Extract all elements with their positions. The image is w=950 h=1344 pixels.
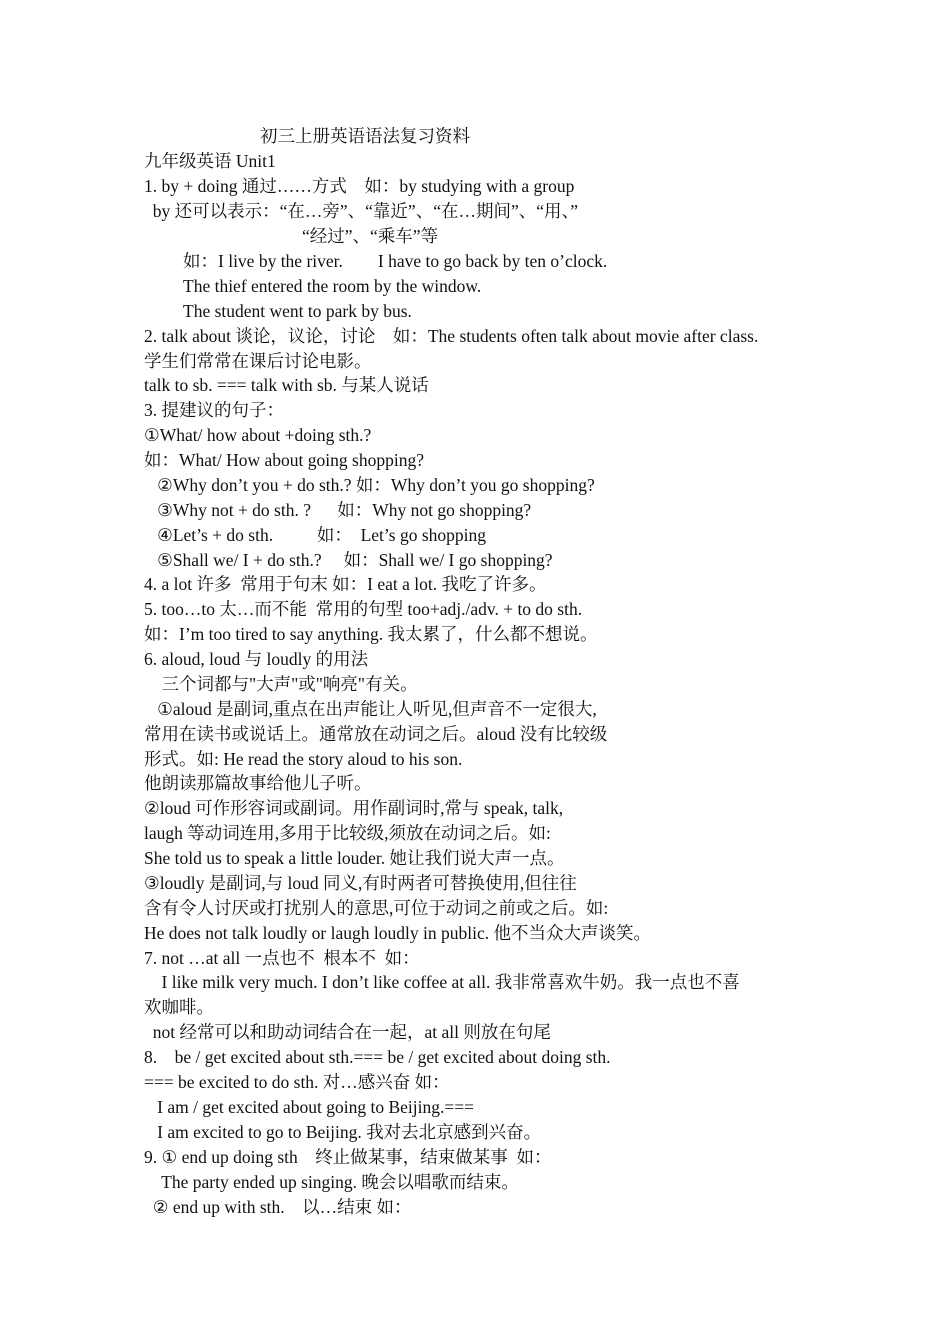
text-line: laugh 等动词连用,多用于比较级,须放在动词之后。如: — [144, 823, 551, 843]
text-line: I am / get excited about going to Beijing.=== — [144, 1097, 474, 1117]
text-line: 形式。如: He read the story aloud to his son. — [144, 749, 463, 769]
page-title: 初三上册英语语法复习资料 — [260, 126, 470, 146]
text-line: 如：I’m too tired to say anything. 我太累了，什么都不想说。 — [144, 624, 598, 644]
text-line: 三个词都与"大声"或"响亮"有关。 — [144, 674, 418, 694]
text-line: I like milk very much. I don’t like coffee at all. 我非常喜欢牛奶。我一点也不喜 — [144, 972, 740, 992]
text-line: 如：What/ How about going shopping? — [144, 450, 424, 470]
text-line: 2. talk about 谈论，议论，讨论 如：The students often talk about movie after class. — [144, 326, 759, 346]
text-line: 3. 提建议的句子： — [144, 400, 284, 420]
text-line: 常用在读书或说话上。通常放在动词之后。aloud 没有比较级 — [144, 724, 608, 744]
unit-heading: 九年级英语 Unit1 — [144, 151, 276, 171]
text-line: 他朗读那篇故事给他儿子听。 — [144, 773, 372, 793]
text-line: not 经常可以和助动词结合在一起，at all 则放在句尾 — [144, 1022, 551, 1042]
text-line: by 还可以表示：“在…旁”、“靠近”、“在…期间”、“用、” — [144, 201, 579, 221]
text-line: 9. ① end up doing sth 终止做某事，结束做某事 如： — [144, 1147, 552, 1167]
text-line: I am excited to go to Beijing. 我对去北京感到兴奋。 — [144, 1122, 542, 1142]
text-line: 7. not …at all 一点也不 根本不 如： — [144, 948, 420, 968]
text-line: The party ended up singing. 晚会以唱歌而结束。 — [144, 1172, 519, 1192]
text-line: ⑤Shall we/ I + do sth.? 如：Shall we/ I go shopping? — [144, 550, 553, 570]
text-line: ①aloud 是副词,重点在出声能让人听见,但声音不一定很大, — [144, 699, 597, 719]
text-line: ③loudly 是副词,与 loud 同义,有时两者可替换使用,但往往 — [144, 873, 577, 893]
text-line: 欢咖啡。 — [144, 997, 214, 1017]
text-line: He does not talk loudly or laugh loudly in public. 他不当众大声谈笑。 — [144, 923, 651, 943]
text-line: 学生们常常在课后讨论电影。 — [144, 351, 372, 371]
text-line: 含有令人讨厌或打扰别人的意思,可位于动词之前或之后。如: — [144, 898, 609, 918]
text-line: The student went to park by bus. — [183, 301, 412, 321]
text-line: 1. by + doing 通过……方式 如：by studying with a group — [144, 176, 575, 196]
text-line: 4. a lot 许多 常用于句末 如：I eat a lot. 我吃了许多。 — [144, 574, 547, 594]
text-line: ②loud 可作形容词或副词。用作副词时,常与 speak, talk, — [144, 798, 564, 818]
text-line: ② end up with sth. 以…结束 如： — [144, 1197, 412, 1217]
text-line: === be excited to do sth. 对…感兴奋 如： — [144, 1072, 450, 1092]
text-line: The thief entered the room by the window. — [183, 276, 482, 296]
text-line: ②Why don’t you + do sth.? 如：Why don’t you go shopping? — [144, 475, 595, 495]
text-line: 5. too…to 太…而不能 常用的句型 too+adj./adv. + to do sth. — [144, 599, 583, 619]
text-line: ③Why not + do sth. ? 如：Why not go shopping? — [144, 500, 532, 520]
text-line: 如：I live by the river. I have to go back by ten o’clock. — [183, 251, 608, 271]
text-line: 8. be / get excited about sth.=== be / get excited about doing sth. — [144, 1047, 611, 1067]
text-line: ①What/ how about +doing sth.? — [144, 425, 372, 445]
text-line: ④Let’s + do sth. 如： Let’s go shopping — [144, 525, 487, 545]
text-line: “经过”、“乘车”等 — [302, 226, 439, 246]
text-line: She told us to speak a little louder. 她让我们说大声一点。 — [144, 848, 565, 868]
text-line: 6. aloud, loud 与 loudly 的用法 — [144, 649, 369, 669]
text-line: talk to sb. === talk with sb. 与某人说话 — [144, 375, 429, 395]
